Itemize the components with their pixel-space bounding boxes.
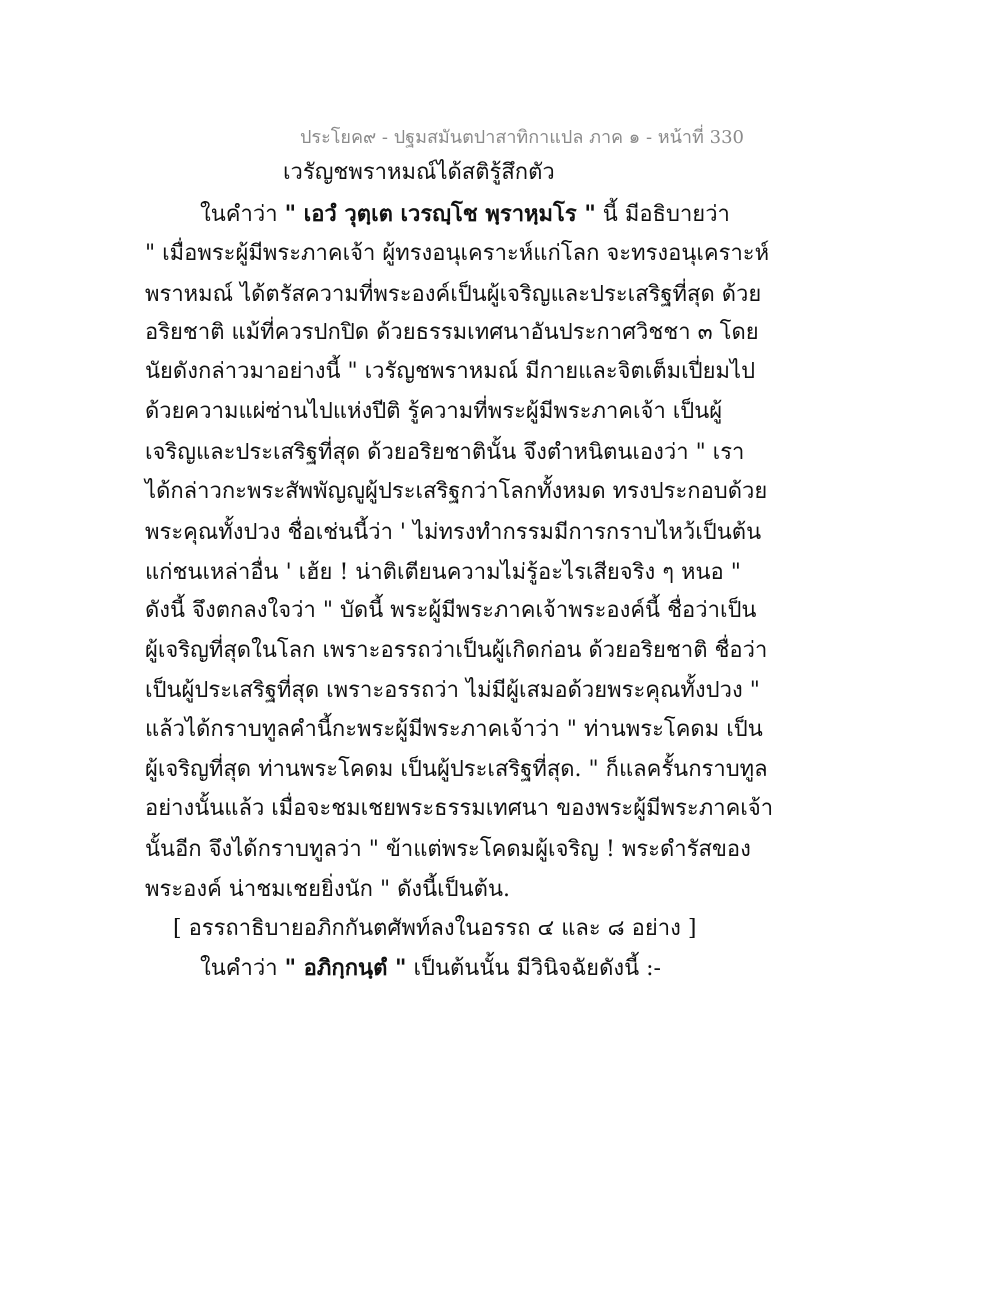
paragraph-line: แก่ชนเหล่าอื่น ' เฮ้ย ! น่าติเตียนความไม่รู้อะไรเสียจริง ๆ หนอ " — [145, 560, 741, 585]
bracket-heading: [ อรรถาธิบายอภิกกันตศัพท์ลงในอรรถ ๔ และ ๘ อย่าง ] — [173, 916, 697, 941]
paragraph-line: แล้วได้กราบทูลคำนี้กะพระผู้มีพระภาคเจ้าว่า " ท่านพระโคดม เป็น — [145, 717, 763, 742]
paragraph-line: ได้กล่าวกะพระสัพพัญญูผู้ประเสริฐกว่าโลกทั้งหมด ทรงประกอบด้วย — [145, 479, 768, 504]
paragraph-line: ผู้เจริญที่สุดในโลก เพราะอรรถว่าเป็นผู้เกิดก่อน ด้วยอริยชาติ ชื่อว่า — [145, 638, 768, 663]
paragraph-intro — [200, 199, 730, 230]
paragraph-line: พระคุณทั้งปวง ชื่อเช่นนี้ว่า ' ไม่ทรงทำกรรมมีการกราบไหว้เป็นต้น — [145, 520, 762, 545]
paragraph-intro-2 — [200, 953, 661, 984]
paragraph-line: นัยดังกล่าวมาอย่างนี้ " เวรัญชพราหมณ์ มีกายและจิตเต็มเปี่ยมไป — [145, 359, 756, 384]
para2-text-after: เป็นต้นนั้น มีวินิจฉัยดังนี้ :- — [406, 956, 661, 981]
paragraph-line: ดังนี้ จึงตกลงใจว่า " บัดนี้ พระผู้มีพระภาคเจ้าพระองค์นี้ ชื่อว่าเป็น — [145, 598, 757, 623]
pali-term-2: " อภิกฺกนฺตํ " — [284, 955, 407, 981]
paragraph-line: พระองค์ น่าชมเชยยิ่งนัก " ดังนี้เป็นต้น. — [145, 877, 510, 902]
paragraph-line: ผู้เจริญที่สุด ท่านพระโคดม เป็นผู้ประเสริฐที่สุด. " ก็แลครั้นกราบทูล — [145, 757, 768, 782]
intro-text-before: ในคำว่า — [200, 202, 285, 227]
paragraph-line: เป็นผู้ประเสริฐที่สุด เพราะอรรถว่า ไม่มีผู้เสมอด้วยพระคุณทั้งปวง " — [145, 678, 760, 703]
paragraph-line: อย่างนั้นแล้ว เมื่อจะชมเชยพระธรรมเทศนา ของพระผู้มีพระภาคเจ้า — [145, 796, 774, 821]
para2-text-before: ในคำว่า — [200, 956, 285, 981]
pali-term: " เอวํ วุตฺเต เวรญฺโช พฺราหฺมโร " — [284, 201, 596, 227]
section-heading: เวรัญชพราหมณ์ได้สติรู้สึกตัว — [283, 160, 555, 185]
paragraph-line: พราหมณ์ ได้ตรัสความที่พระองค์เป็นผู้เจริญและประเสริฐที่สุด ด้วย — [145, 282, 762, 307]
paragraph-line: อริยชาติ แม้ที่ควรปกปิด ด้วยธรรมเทศนาอันประกาศวิชชา ๓ โดย — [145, 320, 759, 345]
paragraph-line: ด้วยความแผ่ซ่านไปแห่งปีติ รู้ความที่พระผู้มีพระภาคเจ้า เป็นผู้ — [145, 399, 723, 424]
intro-text-after: นี้ มีอธิบายว่า — [595, 202, 730, 227]
paragraph-line: นั้นอีก จึงได้กราบทูลว่า " ข้าแต่พระโคดมผู้เจริญ ! พระดำรัสของ — [145, 837, 751, 862]
paragraph-line: " เมื่อพระผู้มีพระภาคเจ้า ผู้ทรงอนุเคราะห์แก่โลก จะทรงอนุเคราะห์ — [145, 241, 770, 266]
page-header: ประโยค๙ - ปฐมสมันตปาสาทิกาแปล ภาค ๑ - หน้าที่ 330 — [300, 127, 744, 148]
paragraph-line: เจริญและประเสริฐที่สุด ด้วยอริยชาตินั้น จึงตำหนิตนเองว่า " เรา — [145, 440, 745, 465]
